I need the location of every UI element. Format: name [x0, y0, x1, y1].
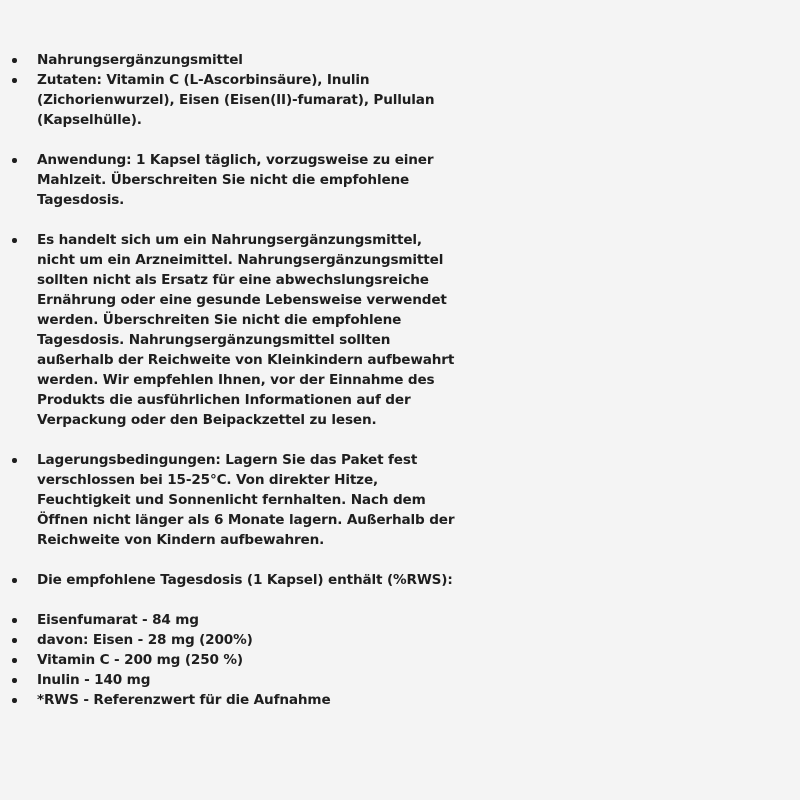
spacer [0, 210, 800, 230]
list-item: Es handelt sich um ein Nahrungsergänzungsmittel, nicht um ein Arzneimittel. Nahrungsergänzungsmittel sollten nicht als Ersatz für eine abwechslungsreiche Ernährung oder eine gesunde Lebensweise verwendet werden. Überschreiten Sie nicht die empfohlene Tagesdosis. Nahrungsergänzungsmittel sollten außerhalb der Reichweite von Kleinkindern aufbewahrt werden. Wir empfehlen Ihnen, vor der Einnahme des Produkts die ausführlichen Informationen auf der Verpackung oder den Beipackzettel zu lesen. [10, 230, 457, 430]
list-item: Lagerungsbedingungen: Lagern Sie das Paket fest verschlossen bei 15-25°C. Von direkter Hitze, Feuchtigkeit und Sonnenlicht fernhalten. Nach dem Öffnen nicht länger als 6 Monate lagern. Außerhalb der Reichweite von Kindern aufbewahren. [10, 450, 457, 550]
daily-dose-list [0, 570, 800, 590]
list-item: Nahrungsergänzungsmittel [10, 50, 457, 70]
list-item: Zutaten: Vitamin C (L-Ascorbinsäure), Inulin (Zichorienwurzel), Eisen (Eisen(II)-fumarat), Pullulan (Kapselhülle). [10, 70, 457, 130]
list-item: Anwendung: 1 Kapsel täglich, vorzugsweise zu einer Mahlzeit. Überschreiten Sie nicht die empfohlene Tagesdosis. [10, 150, 457, 210]
list-item: Eisenfumarat - 84 mg [10, 610, 457, 630]
nutrients-list [0, 610, 800, 710]
spacer [0, 130, 800, 150]
list-item: *RWS - Referenzwert für die Aufnahme [10, 690, 457, 710]
storage-list [0, 450, 800, 550]
list-item: Vitamin C - 200 mg (250 %) [10, 650, 457, 670]
spacer [0, 550, 800, 570]
list-item: Inulin - 140 mg [10, 670, 457, 690]
list-item: Die empfohlene Tagesdosis (1 Kapsel) enthält (%RWS): [10, 570, 457, 590]
spacer [0, 430, 800, 450]
list-item: davon: Eisen - 28 mg (200%) [10, 630, 457, 650]
warnings-list [0, 230, 800, 430]
ingredients-list [0, 50, 800, 130]
spacer [0, 590, 800, 610]
usage-list [0, 150, 800, 210]
